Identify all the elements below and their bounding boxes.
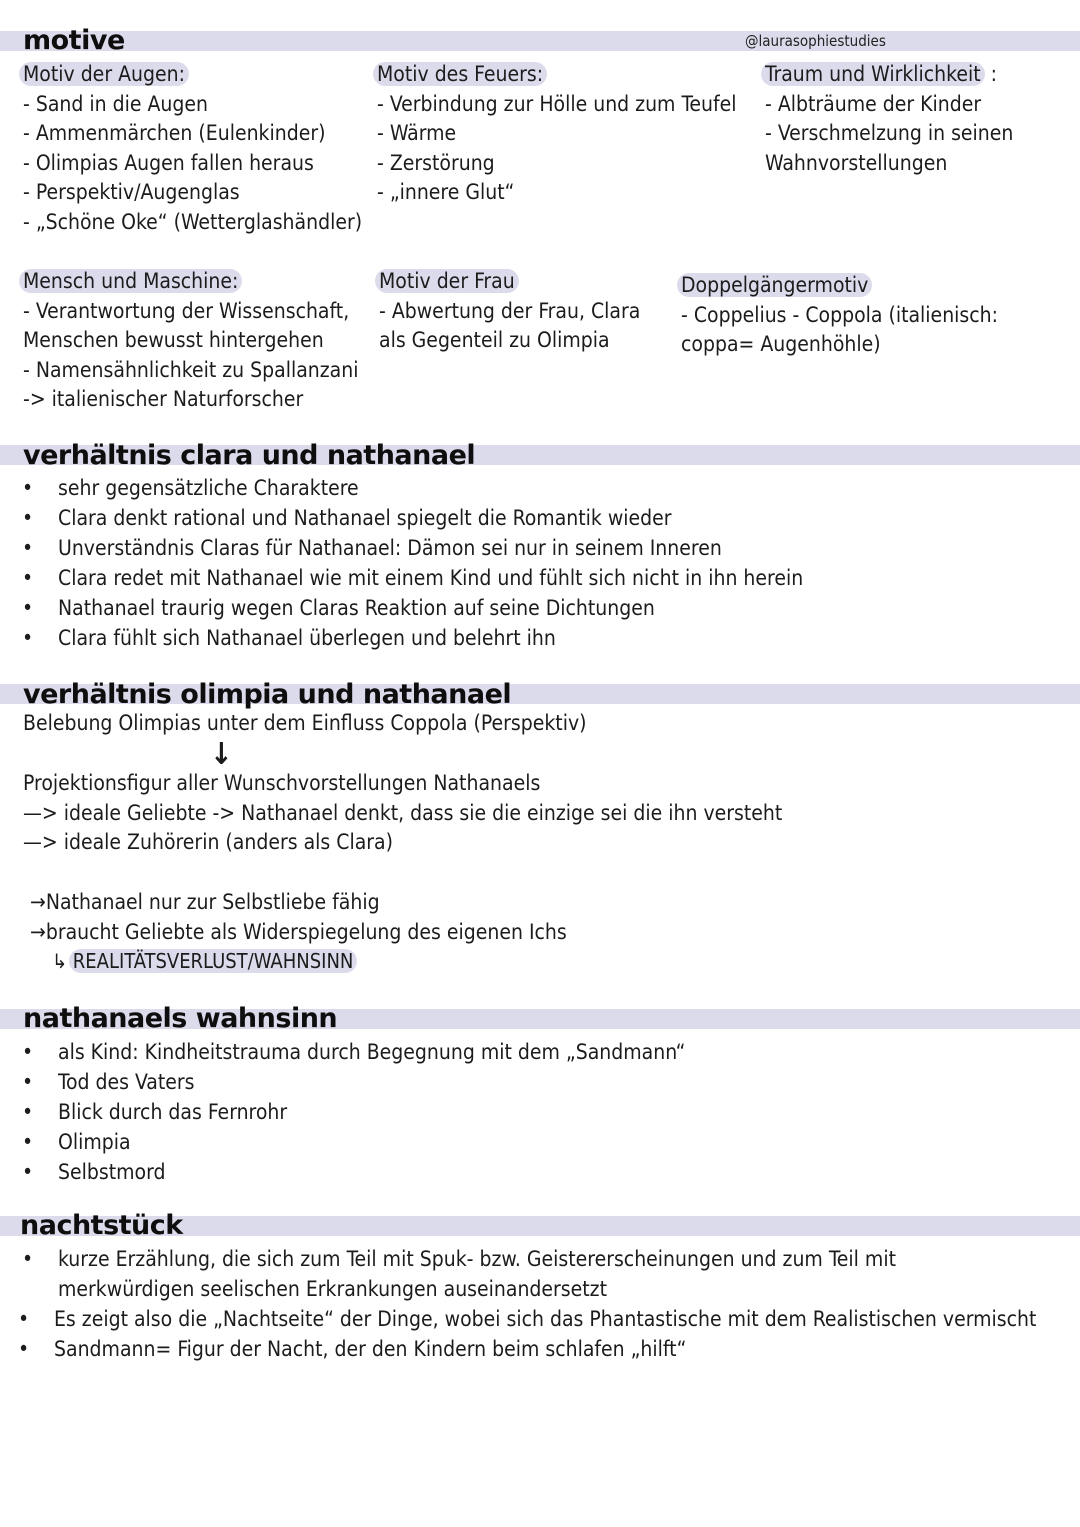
text-line: Projektionsfigur aller Wunschvorstellungen Nathanaels (23, 771, 541, 795)
text-line: →braucht Geliebte als Widerspiegelung des eigenen Ichs (30, 920, 567, 944)
list-item: • Blick durch das Fernrohr (0, 1097, 685, 1127)
section-title-clara: verhältnis clara und nathanael (23, 440, 476, 471)
bullet-icon: • (22, 566, 34, 590)
bullet-icon: • (22, 1040, 34, 1064)
list-item: • sehr gegensätzliche Charaktere (0, 473, 803, 503)
bullet-icon: • (22, 1247, 34, 1271)
list-item: - Olimpias Augen fallen heraus (23, 150, 314, 175)
list-item: • Tod des Vaters (0, 1067, 685, 1097)
list-item: • Nathanael traurig wegen Claras Reaktion auf seine Dichtungen (0, 593, 803, 623)
text-line: —> ideale Zuhörerin (anders als Clara) (23, 830, 393, 854)
list-item: - Albträume der Kinder (765, 91, 982, 116)
arrow-down-icon: ↓ (210, 737, 233, 772)
list-item: - Perspektiv/Augenglas (23, 180, 240, 205)
bullet-icon: • (22, 1160, 34, 1184)
list-item: -> italienischer Naturforscher (23, 387, 304, 412)
wahnsinn-list (0, 1037, 685, 1187)
list-item: - Zerstörung (377, 150, 495, 175)
text-line: Belebung Olimpias unter dem Einfluss Coppola (Perspektiv) (23, 711, 587, 735)
list-item: • Unverständnis Claras für Nathanael: Dämon sei nur in seinem Inneren (0, 533, 803, 563)
list-item: • Clara fühlt sich Nathanael überlegen und belehrt ihn (0, 623, 803, 653)
list-item: - Verbindung zur Hölle und zum Teufel (377, 91, 737, 116)
colon: : (984, 62, 998, 86)
motiv-augen (23, 60, 362, 238)
list-item: Menschen bewusst hintergehen (23, 328, 324, 353)
section-band (0, 31, 1080, 51)
section-title-wahnsinn: nathanaels wahnsinn (23, 1003, 338, 1034)
list-item: • Clara redet mit Nathanael wie mit einem Kind und fühlt sich nicht in ihn herein (0, 563, 803, 593)
list-item: • Olimpia (0, 1127, 685, 1157)
list-item: - Namensähnlichkeit zu Spallanzani (23, 357, 359, 382)
list-item: - Wärme (377, 121, 457, 146)
list-item: • kurze Erzählung, die sich zum Teil mit Spuk- bzw. Geistererscheinungen und zum Teil mit merkwürdigen seelischen Erkrankungen auseinandersetzt (0, 1244, 1018, 1304)
bullet-icon: • (18, 1337, 30, 1361)
motiv-feuer (377, 60, 737, 208)
list-item: - Sand in die Augen (23, 91, 208, 116)
subheading: Motiv der Frau (375, 269, 519, 293)
doppelgaenger (681, 271, 998, 360)
bullet-icon: • (22, 476, 34, 500)
subheading: Traum und Wirklichkeit (761, 62, 985, 86)
list-item: • Sandmann= Figur der Nacht, der den Kindern beim schlafen „hilft“ (0, 1334, 1036, 1364)
bullet-icon: • (22, 596, 34, 620)
list-item: - „Schöne Oke“ (Wetterglashändler) (23, 209, 363, 234)
nachtstueck-list (0, 1244, 1036, 1364)
bullet-icon: • (22, 1130, 34, 1154)
conclusion-line (52, 947, 357, 977)
list-item: • Es zeigt also die „Nachtseite“ der Dinge, wobei sich das Phantastische mit dem Realistischen vermischt (0, 1304, 1036, 1334)
mensch-maschine (23, 267, 358, 415)
bullet-icon: • (22, 506, 34, 530)
curved-arrow-icon: ↳ (52, 949, 68, 973)
bullet-icon: • (18, 1307, 30, 1331)
list-item: - Ammenmärchen (Eulenkinder) (23, 121, 326, 146)
author-handle: @laurasophiestudies (745, 32, 886, 50)
list-item: • als Kind: Kindheitstrauma durch Begegnung mit dem „Sandmann“ (0, 1037, 685, 1067)
list-item: - Coppelius - Coppola (italienisch: (681, 302, 998, 327)
list-item: - Abwertung der Frau, Clara (379, 298, 641, 323)
list-item: Wahnvorstellungen (765, 150, 948, 175)
highlight: REALITÄTSVERLUST/WAHNSINN (69, 949, 358, 973)
list-item: als Gegenteil zu Olimpia (379, 328, 610, 353)
bullet-icon: • (22, 1070, 34, 1094)
list-item: • Clara denkt rational und Nathanael spiegelt die Romantik wieder (0, 503, 803, 533)
motiv-frau (379, 267, 640, 356)
section-title-nachtstueck: nachtstück (20, 1210, 183, 1241)
list-item: - „innere Glut“ (377, 180, 515, 205)
section-title-motive: motive (23, 25, 125, 56)
subheading: Doppelgängermotiv (677, 273, 872, 297)
bullet-icon: • (22, 536, 34, 560)
text-line: —> ideale Geliebte -> Nathanael denkt, dass sie die einzige sei die ihn versteht (23, 801, 783, 825)
section-title-olimpia: verhältnis olimpia und nathanael (23, 679, 512, 710)
subheading: Motiv der Augen: (19, 62, 189, 86)
list-item: • Selbstmord (0, 1157, 685, 1187)
list-item: - Verantwortung der Wissenschaft, (23, 298, 350, 323)
bullet-icon: • (22, 626, 34, 650)
text-line: →Nathanael nur zur Selbstliebe fähig (30, 890, 380, 914)
clara-list (0, 473, 803, 653)
list-item: - Verschmelzung in seinen (765, 121, 1014, 146)
subheading: Motiv des Feuers: (373, 62, 547, 86)
subheading: Mensch und Maschine: (19, 269, 242, 293)
list-item: coppa= Augenhöhle) (681, 332, 881, 357)
bullet-icon: • (22, 1100, 34, 1124)
traum-wirklichkeit (765, 60, 1013, 178)
